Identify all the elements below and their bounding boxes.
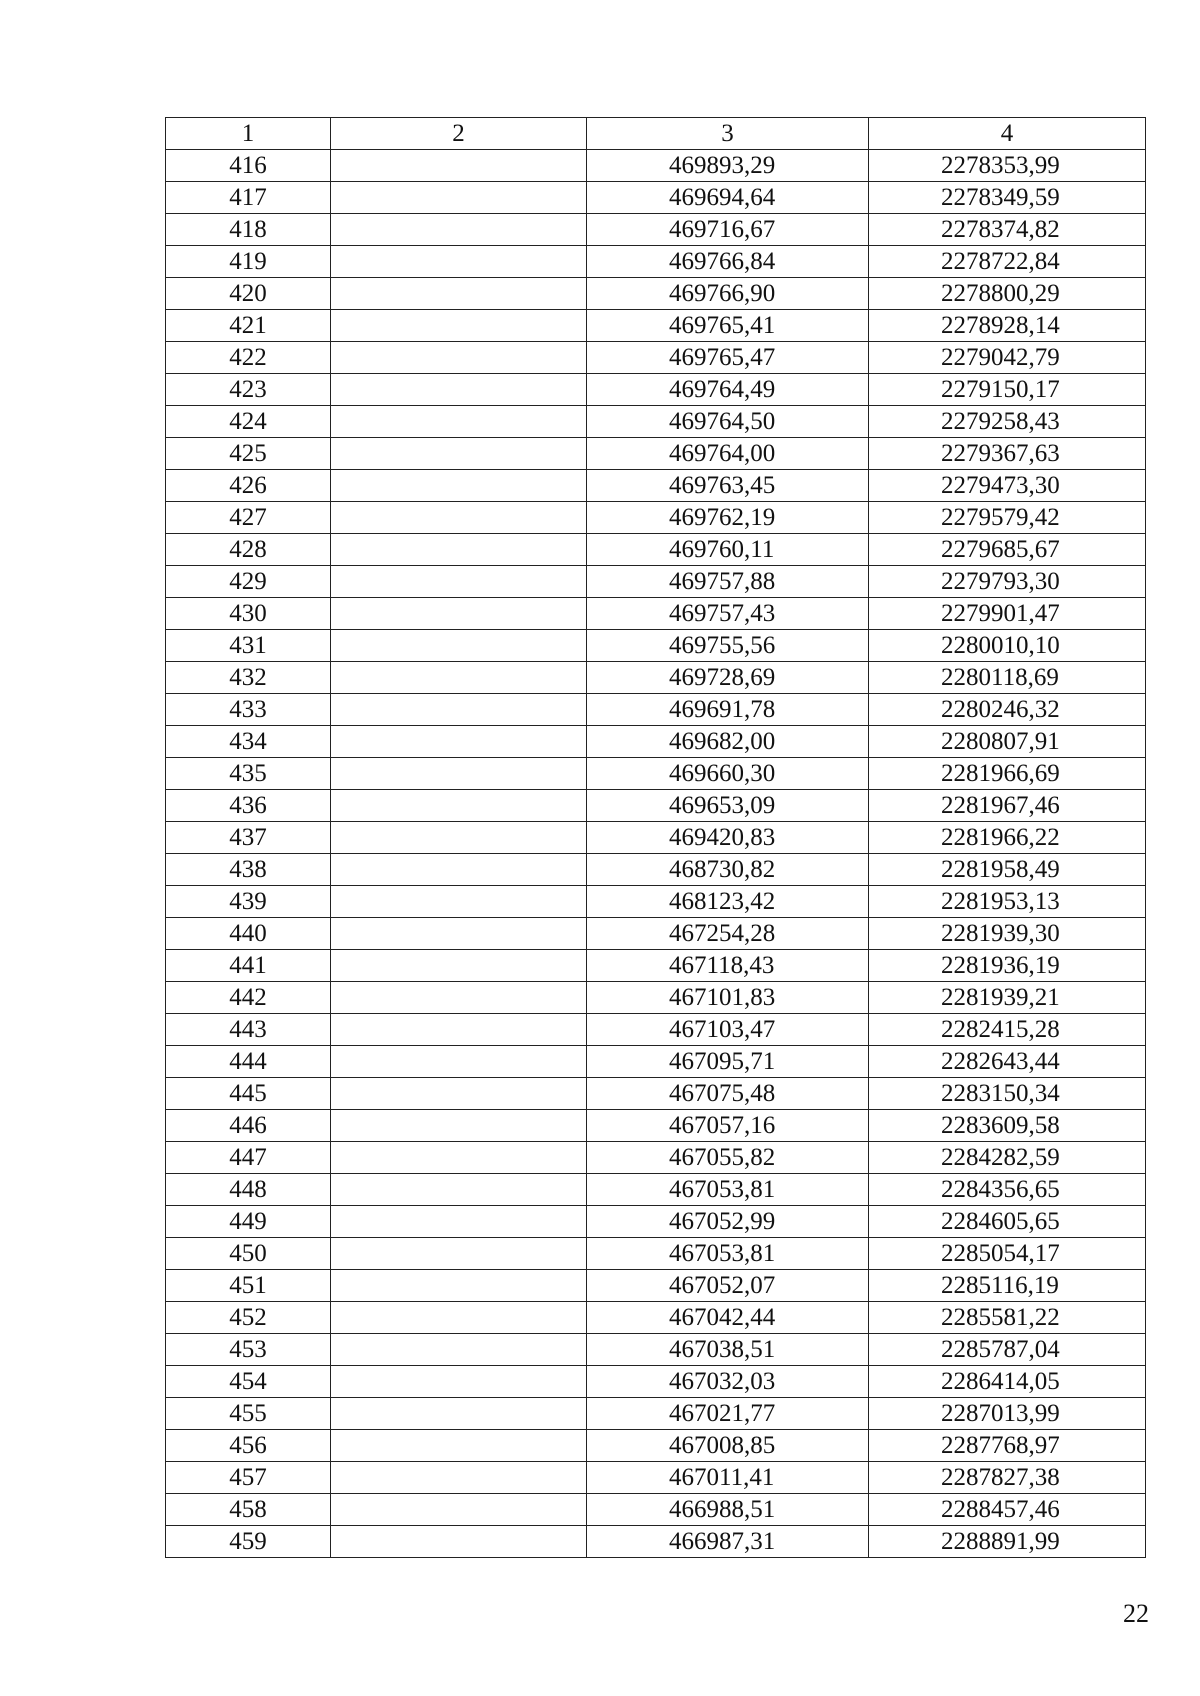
y-coordinate-cell: 2281966,69 xyxy=(869,758,1146,790)
description-cell xyxy=(331,950,587,982)
column-header-3: 3 xyxy=(587,118,869,150)
y-coordinate-cell: 2282415,28 xyxy=(869,1014,1146,1046)
table-row xyxy=(166,1526,1146,1558)
description-cell xyxy=(331,982,587,1014)
point-number-cell: 452 xyxy=(166,1302,331,1334)
table-row xyxy=(166,342,1146,374)
x-coordinate-cell: 467032,03 xyxy=(587,1366,869,1398)
x-coordinate-cell: 468123,42 xyxy=(587,886,869,918)
table-row xyxy=(166,1430,1146,1462)
point-number-cell: 436 xyxy=(166,790,331,822)
description-cell xyxy=(331,566,587,598)
y-coordinate-cell: 2284282,59 xyxy=(869,1142,1146,1174)
y-coordinate-cell: 2285787,04 xyxy=(869,1334,1146,1366)
y-coordinate-cell: 2281939,21 xyxy=(869,982,1146,1014)
point-number-cell: 433 xyxy=(166,694,331,726)
table-row xyxy=(166,1142,1146,1174)
table-row xyxy=(166,150,1146,182)
x-coordinate-cell: 469757,88 xyxy=(587,566,869,598)
y-coordinate-cell: 2283609,58 xyxy=(869,1110,1146,1142)
point-number-cell: 425 xyxy=(166,438,331,470)
point-number-cell: 419 xyxy=(166,246,331,278)
table-row xyxy=(166,822,1146,854)
description-cell xyxy=(331,1366,587,1398)
y-coordinate-cell: 2281966,22 xyxy=(869,822,1146,854)
table-row xyxy=(166,1174,1146,1206)
x-coordinate-cell: 469755,56 xyxy=(587,630,869,662)
x-coordinate-cell: 467101,83 xyxy=(587,982,869,1014)
description-cell xyxy=(331,918,587,950)
table-row xyxy=(166,566,1146,598)
table-body xyxy=(166,118,1146,1558)
y-coordinate-cell: 2280118,69 xyxy=(869,662,1146,694)
description-cell xyxy=(331,1334,587,1366)
description-cell xyxy=(331,662,587,694)
table-row xyxy=(166,854,1146,886)
description-cell xyxy=(331,534,587,566)
table-row xyxy=(166,438,1146,470)
description-cell xyxy=(331,886,587,918)
y-coordinate-cell: 2281967,46 xyxy=(869,790,1146,822)
point-number-cell: 424 xyxy=(166,406,331,438)
point-number-cell: 459 xyxy=(166,1526,331,1558)
point-number-cell: 427 xyxy=(166,502,331,534)
table-header-row xyxy=(166,118,1146,150)
point-number-cell: 421 xyxy=(166,310,331,342)
x-coordinate-cell: 467053,81 xyxy=(587,1174,869,1206)
point-number-cell: 431 xyxy=(166,630,331,662)
point-number-cell: 446 xyxy=(166,1110,331,1142)
x-coordinate-cell: 469764,49 xyxy=(587,374,869,406)
description-cell xyxy=(331,694,587,726)
point-number-cell: 451 xyxy=(166,1270,331,1302)
y-coordinate-cell: 2279473,30 xyxy=(869,470,1146,502)
table-row xyxy=(166,1334,1146,1366)
description-cell xyxy=(331,1430,587,1462)
point-number-cell: 430 xyxy=(166,598,331,630)
x-coordinate-cell: 469763,45 xyxy=(587,470,869,502)
table-row xyxy=(166,630,1146,662)
table-row xyxy=(166,1206,1146,1238)
description-cell xyxy=(331,1078,587,1110)
table-row xyxy=(166,886,1146,918)
y-coordinate-cell: 2283150,34 xyxy=(869,1078,1146,1110)
table-row xyxy=(166,950,1146,982)
y-coordinate-cell: 2288891,99 xyxy=(869,1526,1146,1558)
point-number-cell: 439 xyxy=(166,886,331,918)
point-number-cell: 426 xyxy=(166,470,331,502)
point-number-cell: 453 xyxy=(166,1334,331,1366)
description-cell xyxy=(331,374,587,406)
x-coordinate-cell: 467052,07 xyxy=(587,1270,869,1302)
description-cell xyxy=(331,854,587,886)
description-cell xyxy=(331,470,587,502)
point-number-cell: 447 xyxy=(166,1142,331,1174)
x-coordinate-cell: 469691,78 xyxy=(587,694,869,726)
description-cell xyxy=(331,502,587,534)
table-row xyxy=(166,1046,1146,1078)
y-coordinate-cell: 2280246,32 xyxy=(869,694,1146,726)
x-coordinate-cell: 467053,81 xyxy=(587,1238,869,1270)
y-coordinate-cell: 2287768,97 xyxy=(869,1430,1146,1462)
y-coordinate-cell: 2279685,67 xyxy=(869,534,1146,566)
x-coordinate-cell: 466988,51 xyxy=(587,1494,869,1526)
description-cell xyxy=(331,150,587,182)
table-row xyxy=(166,726,1146,758)
x-coordinate-cell: 467038,51 xyxy=(587,1334,869,1366)
point-number-cell: 441 xyxy=(166,950,331,982)
y-coordinate-cell: 2288457,46 xyxy=(869,1494,1146,1526)
point-number-cell: 437 xyxy=(166,822,331,854)
x-coordinate-cell: 466987,31 xyxy=(587,1526,869,1558)
point-number-cell: 454 xyxy=(166,1366,331,1398)
point-number-cell: 448 xyxy=(166,1174,331,1206)
table-row xyxy=(166,470,1146,502)
table-row xyxy=(166,598,1146,630)
description-cell xyxy=(331,1142,587,1174)
x-coordinate-cell: 467011,41 xyxy=(587,1462,869,1494)
table-row xyxy=(166,310,1146,342)
x-coordinate-cell: 469660,30 xyxy=(587,758,869,790)
point-number-cell: 432 xyxy=(166,662,331,694)
x-coordinate-cell: 467052,99 xyxy=(587,1206,869,1238)
table-row xyxy=(166,1366,1146,1398)
table-row xyxy=(166,1302,1146,1334)
column-header-4: 4 xyxy=(869,118,1146,150)
x-coordinate-cell: 469420,83 xyxy=(587,822,869,854)
table-row xyxy=(166,1494,1146,1526)
x-coordinate-cell: 469765,47 xyxy=(587,342,869,374)
y-coordinate-cell: 2286414,05 xyxy=(869,1366,1146,1398)
x-coordinate-cell: 469766,90 xyxy=(587,278,869,310)
x-coordinate-cell: 469728,69 xyxy=(587,662,869,694)
point-number-cell: 435 xyxy=(166,758,331,790)
point-number-cell: 450 xyxy=(166,1238,331,1270)
point-number-cell: 418 xyxy=(166,214,331,246)
y-coordinate-cell: 2279258,43 xyxy=(869,406,1146,438)
x-coordinate-cell: 469694,64 xyxy=(587,182,869,214)
y-coordinate-cell: 2284356,65 xyxy=(869,1174,1146,1206)
y-coordinate-cell: 2278800,29 xyxy=(869,278,1146,310)
description-cell xyxy=(331,1174,587,1206)
x-coordinate-cell: 468730,82 xyxy=(587,854,869,886)
point-number-cell: 423 xyxy=(166,374,331,406)
table-row xyxy=(166,1398,1146,1430)
x-coordinate-cell: 467075,48 xyxy=(587,1078,869,1110)
y-coordinate-cell: 2285116,19 xyxy=(869,1270,1146,1302)
page-number: 22 xyxy=(1123,1599,1149,1628)
x-coordinate-cell: 469764,00 xyxy=(587,438,869,470)
y-coordinate-cell: 2281958,49 xyxy=(869,854,1146,886)
y-coordinate-cell: 2285054,17 xyxy=(869,1238,1146,1270)
description-cell xyxy=(331,438,587,470)
description-cell xyxy=(331,310,587,342)
description-cell xyxy=(331,1046,587,1078)
y-coordinate-cell: 2281936,19 xyxy=(869,950,1146,982)
table-row xyxy=(166,214,1146,246)
table-row xyxy=(166,662,1146,694)
x-coordinate-cell: 467055,82 xyxy=(587,1142,869,1174)
y-coordinate-cell: 2278353,99 xyxy=(869,150,1146,182)
description-cell xyxy=(331,1526,587,1558)
x-coordinate-cell: 469765,41 xyxy=(587,310,869,342)
y-coordinate-cell: 2280010,10 xyxy=(869,630,1146,662)
description-cell xyxy=(331,214,587,246)
table-row xyxy=(166,694,1146,726)
table-row xyxy=(166,790,1146,822)
point-number-cell: 434 xyxy=(166,726,331,758)
x-coordinate-cell: 469893,29 xyxy=(587,150,869,182)
x-coordinate-cell: 467042,44 xyxy=(587,1302,869,1334)
x-coordinate-cell: 467103,47 xyxy=(587,1014,869,1046)
y-coordinate-cell: 2279042,79 xyxy=(869,342,1146,374)
point-number-cell: 456 xyxy=(166,1430,331,1462)
table-row xyxy=(166,982,1146,1014)
point-number-cell: 443 xyxy=(166,1014,331,1046)
point-number-cell: 429 xyxy=(166,566,331,598)
description-cell xyxy=(331,1014,587,1046)
point-number-cell: 416 xyxy=(166,150,331,182)
x-coordinate-cell: 469653,09 xyxy=(587,790,869,822)
y-coordinate-cell: 2287827,38 xyxy=(869,1462,1146,1494)
table-row xyxy=(166,758,1146,790)
y-coordinate-cell: 2287013,99 xyxy=(869,1398,1146,1430)
table-row xyxy=(166,502,1146,534)
y-coordinate-cell: 2278374,82 xyxy=(869,214,1146,246)
point-number-cell: 444 xyxy=(166,1046,331,1078)
y-coordinate-cell: 2278928,14 xyxy=(869,310,1146,342)
column-header-1: 1 xyxy=(166,118,331,150)
description-cell xyxy=(331,630,587,662)
x-coordinate-cell: 467254,28 xyxy=(587,918,869,950)
description-cell xyxy=(331,1462,587,1494)
table-row xyxy=(166,1110,1146,1142)
x-coordinate-cell: 467008,85 xyxy=(587,1430,869,1462)
description-cell xyxy=(331,406,587,438)
description-cell xyxy=(331,1270,587,1302)
y-coordinate-cell: 2278722,84 xyxy=(869,246,1146,278)
description-cell xyxy=(331,822,587,854)
y-coordinate-cell: 2279367,63 xyxy=(869,438,1146,470)
y-coordinate-cell: 2284605,65 xyxy=(869,1206,1146,1238)
table-row xyxy=(166,406,1146,438)
y-coordinate-cell: 2279579,42 xyxy=(869,502,1146,534)
point-number-cell: 442 xyxy=(166,982,331,1014)
description-cell xyxy=(331,790,587,822)
description-cell xyxy=(331,758,587,790)
table-row xyxy=(166,1078,1146,1110)
y-coordinate-cell: 2281939,30 xyxy=(869,918,1146,950)
point-number-cell: 445 xyxy=(166,1078,331,1110)
description-cell xyxy=(331,1494,587,1526)
table-row xyxy=(166,1014,1146,1046)
x-coordinate-cell: 467021,77 xyxy=(587,1398,869,1430)
point-number-cell: 455 xyxy=(166,1398,331,1430)
table-row xyxy=(166,1270,1146,1302)
y-coordinate-cell: 2280807,91 xyxy=(869,726,1146,758)
point-number-cell: 457 xyxy=(166,1462,331,1494)
description-cell xyxy=(331,1302,587,1334)
y-coordinate-cell: 2279150,17 xyxy=(869,374,1146,406)
description-cell xyxy=(331,598,587,630)
x-coordinate-cell: 469716,67 xyxy=(587,214,869,246)
point-number-cell: 440 xyxy=(166,918,331,950)
y-coordinate-cell: 2282643,44 xyxy=(869,1046,1146,1078)
column-header-2: 2 xyxy=(331,118,587,150)
x-coordinate-cell: 469764,50 xyxy=(587,406,869,438)
point-number-cell: 422 xyxy=(166,342,331,374)
point-number-cell: 449 xyxy=(166,1206,331,1238)
y-coordinate-cell: 2285581,22 xyxy=(869,1302,1146,1334)
description-cell xyxy=(331,1110,587,1142)
description-cell xyxy=(331,246,587,278)
description-cell xyxy=(331,182,587,214)
point-number-cell: 438 xyxy=(166,854,331,886)
coordinates-table xyxy=(165,117,1146,1558)
description-cell xyxy=(331,1398,587,1430)
table-row xyxy=(166,182,1146,214)
description-cell xyxy=(331,726,587,758)
x-coordinate-cell: 467095,71 xyxy=(587,1046,869,1078)
y-coordinate-cell: 2278349,59 xyxy=(869,182,1146,214)
description-cell xyxy=(331,1238,587,1270)
x-coordinate-cell: 467118,43 xyxy=(587,950,869,982)
point-number-cell: 417 xyxy=(166,182,331,214)
point-number-cell: 420 xyxy=(166,278,331,310)
x-coordinate-cell: 469760,11 xyxy=(587,534,869,566)
description-cell xyxy=(331,1206,587,1238)
table-row xyxy=(166,1238,1146,1270)
table-row xyxy=(166,374,1146,406)
y-coordinate-cell: 2279901,47 xyxy=(869,598,1146,630)
x-coordinate-cell: 469757,43 xyxy=(587,598,869,630)
x-coordinate-cell: 469766,84 xyxy=(587,246,869,278)
table-row xyxy=(166,534,1146,566)
description-cell xyxy=(331,342,587,374)
y-coordinate-cell: 2281953,13 xyxy=(869,886,1146,918)
x-coordinate-cell: 469682,00 xyxy=(587,726,869,758)
table-row xyxy=(166,246,1146,278)
table-row xyxy=(166,918,1146,950)
x-coordinate-cell: 467057,16 xyxy=(587,1110,869,1142)
table-row xyxy=(166,278,1146,310)
point-number-cell: 428 xyxy=(166,534,331,566)
description-cell xyxy=(331,278,587,310)
point-number-cell: 458 xyxy=(166,1494,331,1526)
table-row xyxy=(166,1462,1146,1494)
y-coordinate-cell: 2279793,30 xyxy=(869,566,1146,598)
x-coordinate-cell: 469762,19 xyxy=(587,502,869,534)
